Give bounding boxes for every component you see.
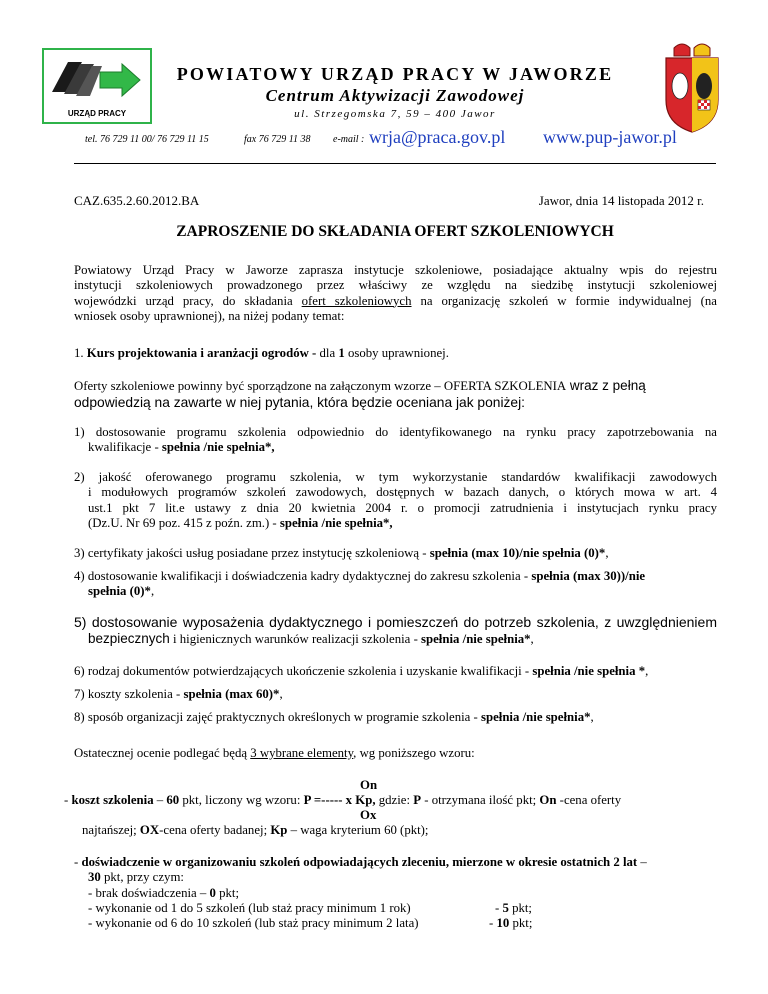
- offers-line: odpowiedzią na zawarte w niej pytania, która będzie oceniana jak poniżej:: [74, 395, 525, 411]
- document-reference: CAZ.635.2.60.2012.BA: [74, 193, 200, 208]
- criterion-text: ,: [530, 632, 534, 646]
- criterion-text: 6) rodzaj dokumentów potwierdzających ukończenie szkolenia i uzyskanie kwalifikacji -: [74, 664, 533, 678]
- criterion-line: [74, 440, 717, 455]
- experience-points: [489, 916, 532, 931]
- logo-caption: URZĄD PRACY: [67, 109, 127, 118]
- offers-text: Oferty szkoleniowe powinny być sporządzone na załączonym wzorze – OFERTA SZKOLENIA: [74, 379, 567, 393]
- intro-line: Powiatowy Urząd Pracy w Jaworze zaprasza instytucje szkoleniowe, posiadające aktualny wpis do rejestru: [74, 263, 717, 277]
- criterion-text: ,: [590, 710, 594, 724]
- experience-text: pkt;: [509, 916, 533, 931]
- experience-text: pkt, przy czym:: [100, 870, 184, 885]
- formula-text: –: [153, 793, 167, 807]
- document-date: Jawor, dnia 14 listopada 2012 r.: [538, 193, 704, 208]
- criterion-verdict: spełnia /nie spełnia*,: [161, 440, 275, 455]
- criterion-text: kwalifikacje -: [88, 440, 162, 455]
- org-subtitle: Centrum Aktywizacji Zawodowej: [265, 86, 525, 105]
- criterion-verdict: spełnia /nie spełnia *: [532, 664, 646, 678]
- criterion-3: [74, 546, 717, 561]
- experience-bold: 5: [502, 900, 509, 915]
- offers-text: wraz z pełną: [566, 378, 646, 393]
- criterion-verdict: spełnia /nie spełnia*: [480, 710, 591, 724]
- document-title: ZAPROSZENIE DO SKŁADANIA OFERT SZKOLENIOWYCH: [176, 223, 614, 240]
- formula-expression: P =----- x Kp,: [303, 793, 376, 807]
- criterion-2: [74, 470, 717, 531]
- formula-bold: koszt szkolenia: [71, 793, 154, 807]
- offers-paragraph: [74, 378, 717, 411]
- experience-text: - wykonanie od 6 do 10 szkoleń (lub staż pracy minimum 2 lata): [88, 916, 419, 931]
- course-title: Kurs projektowania i aranżacji ogrodów -: [86, 346, 320, 360]
- email-link[interactable]: wrja@praca.gov.pl: [369, 127, 506, 147]
- org-address: ul. Strzegomska 7, 59 – 400 Jawor: [294, 108, 496, 120]
- criterion-line: i modułowych programów szkoleń zawodowych, dostępnych w bazach danych, o których mowa w art. 4: [88, 485, 717, 500]
- experience-points: [495, 901, 532, 916]
- course-number: 1.: [74, 346, 87, 360]
- experience-bold: 0: [209, 885, 216, 900]
- final-text: Ostatecznej ocenie podlegać będą: [74, 746, 251, 760]
- formula-legend: [82, 823, 429, 838]
- experience-text: –: [637, 855, 647, 869]
- criterion-line: 5) dostosowanie wyposażenia dydaktycznego i pomieszczeń do potrzeb szkolenia, z uwzględnieniem: [74, 614, 717, 630]
- criterion-text: 7) koszty szkolenia -: [74, 687, 184, 701]
- criterion-1: [74, 425, 717, 456]
- arrow-logo-icon: [44, 52, 150, 108]
- cost-formula-line: [64, 793, 716, 808]
- criterion-line: [74, 516, 717, 531]
- criterion-text: i higienicznych warunków realizacji szkolenia -: [169, 632, 422, 646]
- criterion-text: ,: [279, 687, 283, 701]
- offers-underlined: ofert szkoleniowych: [301, 293, 412, 308]
- course-count: 1: [338, 346, 345, 360]
- experience-line: [74, 870, 718, 885]
- criterion-text: 3) certyfikaty jakości usług posiadane przez instytucję szkoleniową -: [74, 546, 430, 560]
- criterion-line: ust.1 pkt 7 lit.e ustawy z dnia 20 kwietnia 2004 r. o promocji zatrudnienia i instytucjach rynku pracy: [88, 500, 717, 515]
- criterion-text: ,: [645, 664, 649, 678]
- criterion-verdict: spełnia /nie spełnia*: [421, 632, 531, 646]
- experience-text: -: [489, 916, 497, 931]
- experience-line: [74, 901, 718, 916]
- intro-text: na organizację szkoleń w formie indywidualnej (na: [411, 293, 717, 308]
- criterion-verdict: spełnia (max 10)/nie spełnia (0)*: [429, 546, 606, 560]
- email-label: e-mail :: [333, 134, 365, 145]
- formula-bold: 60: [166, 793, 180, 807]
- formula-text: najtańszej;: [82, 823, 140, 837]
- formula-bold: OX: [139, 823, 160, 837]
- intro-line: [74, 294, 717, 309]
- formula-bold: Kp: [270, 823, 288, 837]
- header-divider: [74, 163, 716, 164]
- formula-bold: P: [413, 793, 422, 807]
- formula-text: -cena oferty badanej;: [159, 823, 271, 837]
- experience-bold: 10: [496, 916, 510, 931]
- formula-denominator: Ox: [360, 808, 377, 822]
- criterion-verdict: spełnia (max 60)*: [183, 687, 280, 701]
- intro-paragraph: [74, 263, 717, 324]
- experience-line: [74, 855, 718, 870]
- formula-bold: On: [539, 793, 557, 807]
- course-text: osoby uprawnionej.: [344, 346, 449, 360]
- criterion-6: [74, 664, 717, 679]
- experience-text: -: [495, 900, 503, 915]
- criterion-text: 8) sposób organizacji zajęć praktycznych określonych w programie szkolenia -: [74, 710, 481, 724]
- offers-line: [74, 378, 717, 394]
- criterion-line: [74, 584, 717, 599]
- criterion-verdict: spełnia /nie spełnia*,: [279, 515, 393, 530]
- coat-of-arms-icon: [660, 38, 724, 134]
- criterion-5: [74, 613, 717, 647]
- criterion-text: bezpiecznych: [88, 631, 170, 646]
- intro-line: wniosek osoby uprawnionej), na niżej podany temat:: [74, 308, 345, 323]
- experience-text: - wykonanie od 1 do 5 szkoleń (lub staż pracy minimum 1 rok): [88, 900, 411, 915]
- course-text: dla: [319, 346, 339, 360]
- criterion-8: [74, 710, 717, 725]
- final-evaluation-note: [74, 746, 717, 761]
- formula-text: -: [64, 793, 72, 807]
- org-name: POWIATOWY URZĄD PRACY W JAWORZE: [176, 64, 614, 84]
- criterion-text: ,: [150, 584, 155, 599]
- formula-text: pkt, liczony wg wzoru:: [179, 793, 304, 807]
- criterion-line: 2) jakość oferowanego programu szkolenia, w tym wykorzystanie standardów kwalifikacji zawodowych: [74, 470, 717, 484]
- experience-text: - brak doświadczenia –: [88, 885, 210, 900]
- formula-text: – waga kryterium 60 (pkt);: [287, 823, 429, 837]
- experience-criterion: [74, 855, 718, 931]
- criterion-4: [74, 569, 717, 600]
- phone-number: tel. 76 729 11 00/ 76 729 11 15: [85, 134, 209, 145]
- formula-numerator: On: [360, 778, 378, 792]
- formula-text: gdzie:: [375, 793, 414, 807]
- criterion-text: ,: [605, 546, 609, 560]
- experience-text: pkt;: [215, 885, 240, 900]
- formula-text: - otrzymana ilość pkt;: [421, 793, 540, 807]
- intro-text: wojewódzki urząd pracy, do składania: [74, 293, 302, 308]
- criterion-line: [74, 569, 717, 584]
- intro-line: instytucji szkoleniowych prowadzonego przez właściwy ze względu na siedzibę instytucji szkoleniowej: [74, 278, 717, 293]
- experience-bold: 30: [88, 870, 101, 885]
- website-link[interactable]: www.pup-jawor.pl: [543, 127, 677, 147]
- criterion-text: 4) dostosowanie kwalifikacji i doświadczenia kadry dydaktycznej do zakresu szkolenia -: [74, 569, 532, 583]
- experience-text: pkt;: [508, 900, 532, 915]
- experience-line: [74, 886, 718, 901]
- final-underlined: 3 wybrane elementy: [250, 746, 354, 760]
- experience-bold: doświadczenie w organizowaniu szkoleń odpowiadających zleceniu, mierzone w okresie ostatnich 2 lat: [81, 855, 638, 869]
- experience-text: -: [74, 855, 82, 869]
- fax-number: fax 76 729 11 38: [244, 134, 311, 145]
- criterion-verdict: spełnia (max 30))/nie: [531, 569, 646, 583]
- final-text: , wg poniższego wzoru:: [353, 746, 475, 760]
- criterion-verdict: spełnia (0)*: [88, 584, 151, 599]
- criterion-7: [74, 687, 717, 702]
- experience-line: [74, 916, 718, 931]
- course-item: [74, 346, 717, 361]
- criterion-text: (Dz.U. Nr 69 poz. 415 z poźn. zm.) -: [88, 515, 280, 530]
- criterion-line: [74, 631, 717, 647]
- pup-logo: [42, 48, 152, 124]
- formula-text: -cena oferty: [556, 793, 622, 807]
- criterion-line: 1) dostosowanie programu szkolenia odpowiednio do identyfikowanego na rynku pracy zapotrzebowania na: [74, 425, 717, 439]
